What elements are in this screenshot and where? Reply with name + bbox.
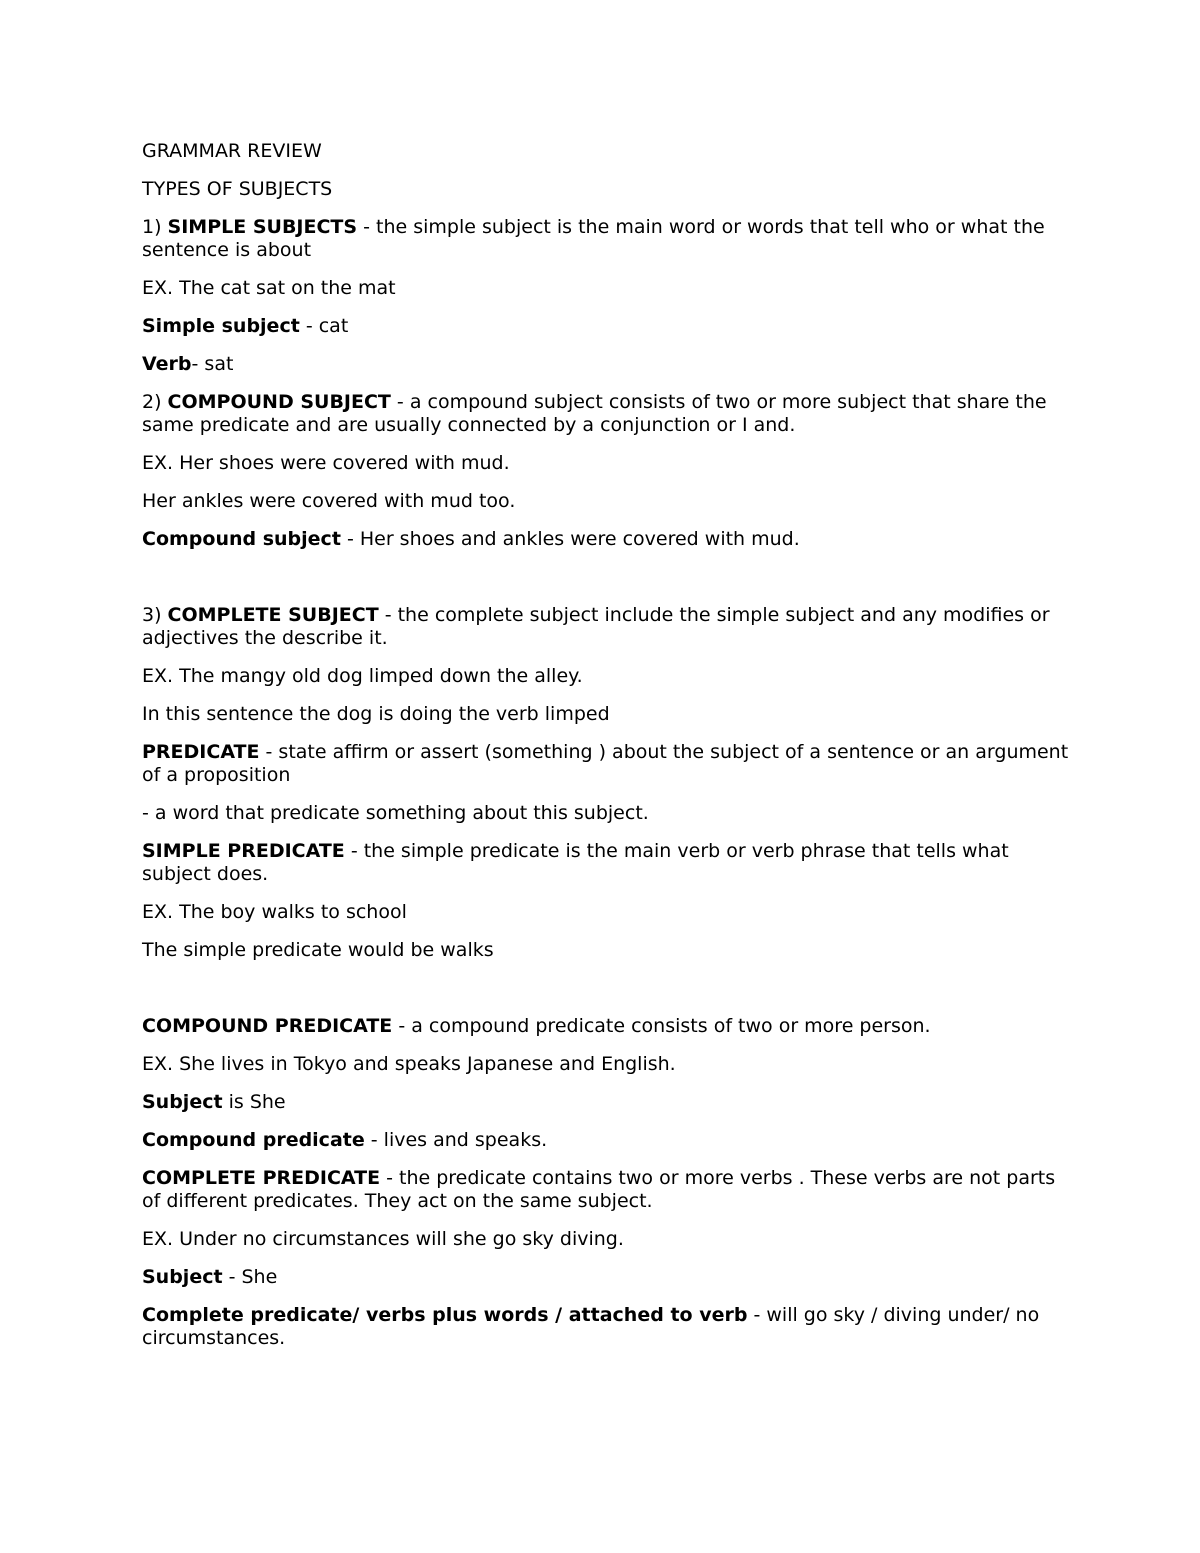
blank-line — [142, 566, 1072, 604]
item-number: 3) — [142, 604, 168, 626]
definition-text: - a compound predicate consists of two or more person. — [392, 1015, 931, 1037]
term-label: Compound predicate — [142, 1129, 365, 1151]
complete-predicate-definition — [142, 1167, 1072, 1213]
definition-text: - the complete subject include the simple subject and any modifies or adjectives the describe it. — [142, 604, 1050, 649]
simple-predicate-definition — [142, 840, 1072, 886]
simple-subject-line — [142, 315, 1072, 338]
term-label: Verb — [142, 353, 192, 375]
document-page — [142, 140, 1072, 1365]
complete-subject-definition — [142, 604, 1072, 650]
term-label: Complete predicate/ verbs plus words / attached to verb — [142, 1304, 748, 1326]
term-value: - She — [222, 1266, 278, 1288]
complete-predicate-result — [142, 1304, 1072, 1350]
definition-text: - the predicate contains two or more verbs . These verbs are not parts of different predicates. They act on the same subject. — [142, 1167, 1056, 1212]
subject-line — [142, 1091, 1072, 1114]
term-value: - cat — [299, 315, 349, 337]
definition-text: - a compound subject consists of two or more subject that share the same predicate and are usually connected by a conjunction or I and. — [142, 391, 1047, 436]
term-value: is She — [222, 1091, 286, 1113]
term-label: SIMPLE SUBJECTS — [167, 216, 358, 238]
section-heading: TYPES OF SUBJECTS — [142, 178, 333, 200]
term-label: SIMPLE PREDICATE — [142, 840, 345, 862]
example-sentence: EX. Under no circumstances will she go sky diving. — [142, 1228, 624, 1250]
document-title: GRAMMAR REVIEW — [142, 140, 322, 162]
example-sentence: EX. The boy walks to school — [142, 901, 407, 923]
predicate-definition — [142, 741, 1072, 787]
example-sentence: Her ankles were covered with mud too. — [142, 490, 516, 512]
blank-line — [142, 977, 1072, 1015]
simple-subjects-definition — [142, 216, 1072, 262]
term-label: COMPOUND PREDICATE — [142, 1015, 393, 1037]
term-value: - lives and speaks. — [364, 1129, 548, 1151]
term-label: Simple subject — [142, 315, 300, 337]
explanation-text: In this sentence the dog is doing the verb limped — [142, 703, 610, 725]
term-label: COMPLETE SUBJECT — [167, 604, 379, 626]
term-label: COMPOUND SUBJECT — [167, 391, 391, 413]
predicate-definition-2: - a word that predicate something about this subject. — [142, 802, 649, 824]
term-label: Subject — [142, 1091, 223, 1113]
compound-predicate-result — [142, 1129, 1072, 1152]
term-label: COMPLETE PREDICATE — [142, 1167, 381, 1189]
example-sentence: EX. The cat sat on the mat — [142, 277, 396, 299]
compound-subject-result — [142, 528, 1072, 551]
item-number: 2) — [142, 391, 168, 413]
verb-line — [142, 353, 1072, 376]
item-number: 1) — [142, 216, 168, 238]
definition-text: - the simple predicate is the main verb or verb phrase that tells what subject does. — [142, 840, 1009, 885]
example-sentence: EX. Her shoes were covered with mud. — [142, 452, 510, 474]
term-label: Compound subject — [142, 528, 341, 550]
term-value: - will go sky / diving under/ no circumstances. — [142, 1304, 1040, 1349]
term-label: Subject — [142, 1266, 223, 1288]
explanation-text: The simple predicate would be walks — [142, 939, 494, 961]
subject-line — [142, 1266, 1072, 1289]
compound-predicate-definition — [142, 1015, 1072, 1038]
definition-text: - state affirm or assert (something ) about the subject of a sentence or an argument of a proposition — [142, 741, 1069, 786]
compound-subject-definition — [142, 391, 1072, 437]
example-sentence: EX. She lives in Tokyo and speaks Japanese and English. — [142, 1053, 676, 1075]
term-value: - sat — [191, 353, 234, 375]
term-value: - Her shoes and ankles were covered with mud. — [340, 528, 800, 550]
term-label: PREDICATE — [142, 741, 260, 763]
example-sentence: EX. The mangy old dog limped down the alley. — [142, 665, 583, 687]
definition-text: - the simple subject is the main word or words that tell who or what the sentence is about — [142, 216, 1045, 261]
